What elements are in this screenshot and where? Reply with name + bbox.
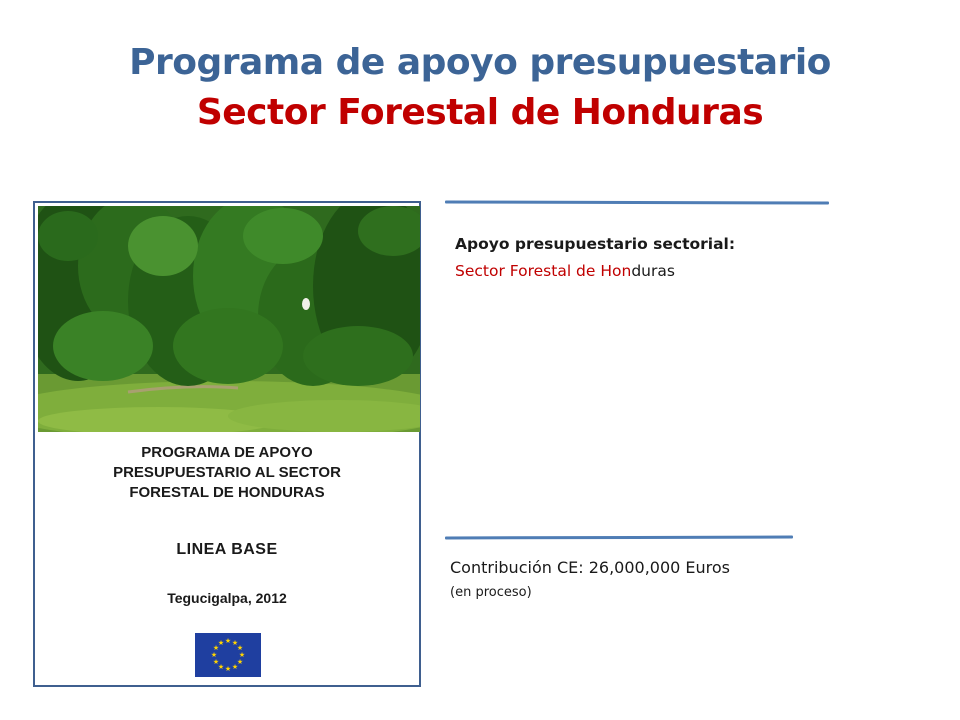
forest-photo — [38, 206, 420, 432]
divider-bottom — [445, 536, 793, 540]
contribution-info — [450, 556, 730, 606]
svg-text:★: ★ — [236, 658, 244, 666]
title-line-1: Programa de apoyo presupuestario — [129, 42, 831, 83]
title-line-2: Sector Forestal de Honduras — [196, 92, 764, 133]
cover-subtitle: LINEA BASE — [176, 541, 278, 558]
sector-name-rest: duras — [631, 262, 675, 280]
svg-text:★: ★ — [231, 663, 239, 671]
svg-text:★: ★ — [236, 644, 244, 652]
cover-heading-line-2: PRESUPUESTARIO AL SECTOR — [113, 464, 341, 481]
cover-heading — [45, 443, 409, 503]
contribution-amount: Contribución CE: 26,000,000 Euros — [450, 558, 731, 577]
support-label: Apoyo presupuestario sectorial: — [455, 235, 736, 253]
svg-text:★: ★ — [212, 658, 220, 666]
divider-top — [445, 200, 829, 204]
svg-text:★: ★ — [212, 644, 220, 652]
svg-text:★: ★ — [238, 651, 246, 659]
svg-text:★: ★ — [210, 651, 218, 659]
svg-text:★: ★ — [231, 639, 239, 647]
sector-name — [455, 258, 735, 285]
svg-text:★: ★ — [217, 663, 225, 671]
cover-heading-line-1: PROGRAMA DE APOYO — [141, 444, 313, 461]
cover-heading-line-3: FORESTAL DE HONDURAS — [129, 484, 325, 501]
svg-text:★: ★ — [217, 639, 225, 647]
sector-name-red: Sector Forestal de Hon — [455, 262, 632, 280]
cover-place-year: Tegucigalpa, 2012 — [167, 590, 287, 606]
slide-title — [0, 38, 960, 138]
svg-text:★: ★ — [224, 665, 232, 673]
sector-info — [455, 231, 735, 285]
svg-text:★: ★ — [224, 637, 232, 645]
eu-flag-icon — [195, 633, 261, 677]
contribution-status: (en proceso) — [450, 585, 532, 600]
document-cover — [33, 201, 421, 687]
